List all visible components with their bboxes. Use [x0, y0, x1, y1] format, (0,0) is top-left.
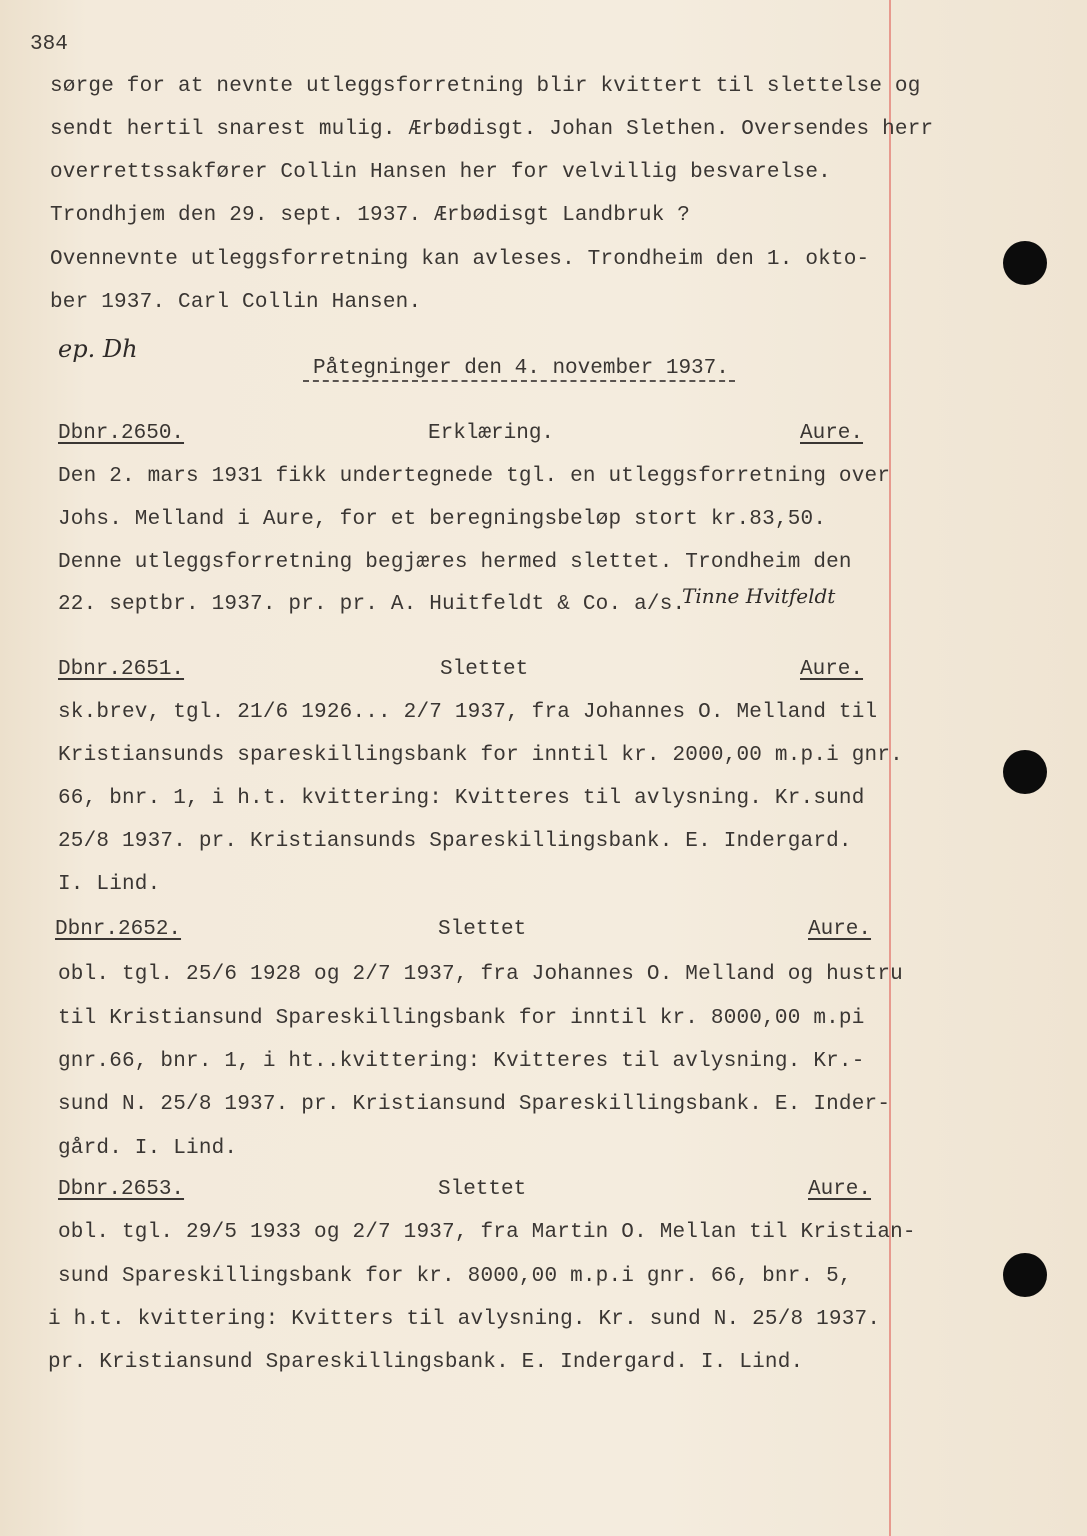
- title-dashed-rule: [303, 380, 735, 382]
- entry-line: Johs. Melland i Aure, for et beregningsbeløp stort kr.83,50.: [58, 508, 827, 531]
- intro-line: ber 1937. Carl Collin Hansen.: [50, 291, 422, 314]
- intro-line: overrettssakfører Collin Hansen her for velvillig besvarelse.: [50, 161, 831, 184]
- section-title: Påtegninger den 4. november 1937.: [313, 357, 729, 380]
- entry-type: Slettet: [440, 658, 529, 681]
- entry-line: gnr.66, bnr. 1, i ht..kvittering: Kvitteres til avlysning. Kr.-: [58, 1050, 865, 1073]
- entry-type: Slettet: [438, 918, 527, 941]
- entry-dbnr: Dbnr.2653.: [58, 1178, 185, 1201]
- entry-dbnr: Dbnr.2650.: [58, 422, 185, 445]
- entry-line: 66, bnr. 1, i h.t. kvittering: Kvitteres til avlysning. Kr.sund: [58, 787, 865, 810]
- entry-dbnr: Dbnr.2652.: [55, 918, 182, 941]
- intro-line: Trondhjem den 29. sept. 1937. Ærbødisgt Landbruk ?: [50, 204, 691, 227]
- punch-hole: [1003, 241, 1047, 285]
- entry-line: obl. tgl. 29/5 1933 og 2/7 1937, fra Martin O. Mellan til Kristian-: [58, 1221, 916, 1244]
- entry-place: Aure.: [800, 658, 864, 681]
- entry-line: Denne utleggsforretning begjæres hermed slettet. Trondheim den: [58, 551, 852, 574]
- handwritten-signature: Tinne Hvitfeldt: [682, 584, 836, 608]
- entry-type: Erklæring.: [428, 422, 555, 445]
- entry-line: I. Lind.: [58, 873, 161, 896]
- entry-line: sk.brev, tgl. 21/6 1926... 2/7 1937, fra Johannes O. Melland til: [58, 701, 878, 724]
- intro-line: sendt hertil snarest mulig. Ærbødisgt. Johan Slethen. Oversendes herr: [50, 118, 934, 141]
- entry-type: Slettet: [438, 1178, 527, 1201]
- entry-dbnr: Dbnr.2651.: [58, 658, 185, 681]
- intro-line: Ovennevnte utleggsforretning kan avleses. Trondheim den 1. okto-: [50, 248, 870, 271]
- entry-line: sund Spareskillingsbank for kr. 8000,00 m.p.i gnr. 66, bnr. 5,: [58, 1265, 852, 1288]
- entry-line: obl. tgl. 25/6 1928 og 2/7 1937, fra Johannes O. Melland og hustru: [58, 963, 903, 986]
- punch-hole: [1003, 750, 1047, 794]
- entry-place: Aure.: [808, 1178, 872, 1201]
- entry-line: i h.t. kvittering: Kvitters til avlysning. Kr. sund N. 25/8 1937.: [48, 1308, 881, 1331]
- entry-line: 22. septbr. 1937. pr. pr. A. Huitfeldt & Co. a/s.: [58, 593, 686, 616]
- entry-line: Den 2. mars 1931 fikk undertegnede tgl. en utleggsforretning over: [58, 465, 891, 488]
- entry-place: Aure.: [808, 918, 872, 941]
- page-number: 384: [30, 33, 68, 56]
- entry-line: Kristiansunds spareskillingsbank for inntil kr. 2000,00 m.p.i gnr.: [58, 744, 903, 767]
- entry-line: til Kristiansund Spareskillingsbank for inntil kr. 8000,00 m.pi: [58, 1007, 865, 1030]
- intro-line: sørge for at nevnte utleggsforretning blir kvittert til slettelse og: [50, 75, 921, 98]
- handwritten-initials: ep. Dh: [58, 335, 138, 363]
- entry-line: sund N. 25/8 1937. pr. Kristiansund Spareskillingsbank. E. Inder-: [58, 1093, 891, 1116]
- punch-hole: [1003, 1253, 1047, 1297]
- entry-line: gård. I. Lind.: [58, 1137, 238, 1160]
- entry-line: 25/8 1937. pr. Kristiansunds Spareskillingsbank. E. Indergard.: [58, 830, 852, 853]
- entry-line: pr. Kristiansund Spareskillingsbank. E. Indergard. I. Lind.: [48, 1351, 804, 1374]
- entry-place: Aure.: [800, 422, 864, 445]
